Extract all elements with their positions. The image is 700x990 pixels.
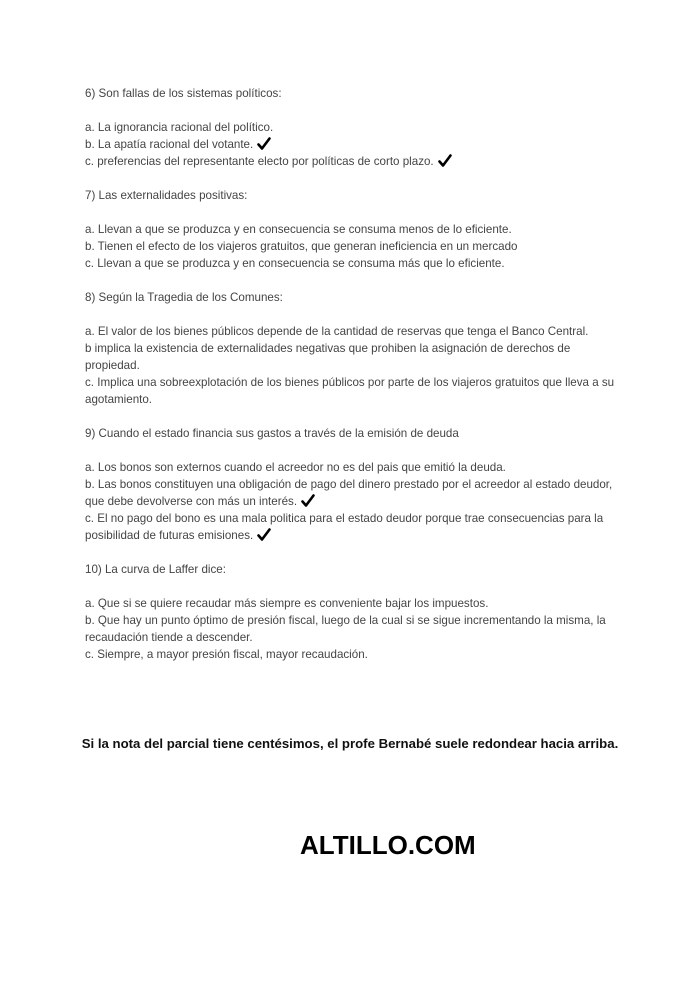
footer-note: Si la nota del parcial tiene centésimos, el profe Bernabé suele redondear hacia arriba.	[81, 736, 619, 751]
option-text: c. Siempre, a mayor presión fiscal, mayor recaudación.	[85, 648, 368, 661]
option-text: a. Llevan a que se produzca y en consecuencia se consuma menos de lo eficiente.	[85, 223, 512, 236]
option-text: c. Implica una sobreexplotación de los bienes públicos por parte de los viajeros gratuitos que lleva a su agotamiento.	[85, 376, 615, 406]
option-text: b implica la existencia de externalidades negativas que prohiben la asignación de derechos de propiedad.	[85, 342, 571, 372]
answer-option	[85, 459, 615, 476]
option-text: a. La ignorancia racional del político.	[85, 121, 274, 134]
answer-option	[85, 238, 615, 255]
option-text: b. La apatía racional del votante.	[85, 138, 254, 151]
document-body	[85, 85, 615, 680]
option-text: b. Las bonos constituyen una obligación de pago del dinero prestado por el acreedor al estado deudor, que debe devolverse con más un interés.	[85, 478, 613, 508]
option-list	[85, 595, 615, 663]
answer-option	[85, 323, 615, 340]
option-text: c. El no pago del bono es una mala politica para el estado deudor porque trae consecuencias para la posibilidad de futuras emisiones.	[85, 512, 604, 542]
option-text: a. Los bonos son externos cuando el acreedor no es del pais que emitió la deuda.	[85, 461, 506, 474]
checkmark-icon	[257, 137, 271, 150]
answer-option	[85, 255, 615, 272]
option-list	[85, 221, 615, 272]
question-title: 8) Según la Tragedia de los Comunes:	[85, 291, 283, 304]
checkmark-icon	[257, 528, 271, 541]
answer-option	[85, 476, 615, 510]
option-list	[85, 459, 615, 544]
option-text: a. El valor de los bienes públicos depende de la cantidad de reservas que tenga el Banco Central.	[85, 325, 589, 338]
answer-option	[85, 340, 615, 374]
checkmark-icon	[301, 494, 315, 507]
answer-option	[85, 374, 615, 408]
option-list	[85, 323, 615, 408]
answer-option	[85, 153, 615, 170]
answer-option	[85, 510, 615, 544]
option-text: c. Llevan a que se produzca y en consecuencia se consuma más que lo eficiente.	[85, 257, 505, 270]
answer-option	[85, 119, 615, 136]
answer-option	[85, 595, 615, 612]
site-logo: ALTILLO.COM	[300, 830, 476, 860]
option-text: b. Tienen el efecto de los viajeros gratuitos, que generan ineficiencia en un mercado	[85, 240, 518, 253]
answer-option	[85, 136, 615, 153]
checkmark-icon	[438, 154, 452, 167]
question-title: 10) La curva de Laffer dice:	[85, 563, 226, 576]
answer-option	[85, 221, 615, 238]
question-title: 9) Cuando el estado financia sus gastos a través de la emisión de deuda	[85, 427, 459, 440]
option-text: c. preferencias del representante electo por políticas de corto plazo.	[85, 155, 434, 168]
answer-option	[85, 646, 615, 663]
option-text: a. Que si se quiere recaudar más siempre es conveniente bajar los impuestos.	[85, 597, 489, 610]
question-title: 6) Son fallas de los sistemas políticos:	[85, 87, 282, 100]
option-text: b. Que hay un punto óptimo de presión fiscal, luego de la cual si se sigue incrementando la misma, la recaudación tiende a descender.	[85, 614, 606, 644]
option-list	[85, 119, 615, 170]
answer-option	[85, 612, 615, 646]
question-title: 7) Las externalidades positivas:	[85, 189, 248, 202]
